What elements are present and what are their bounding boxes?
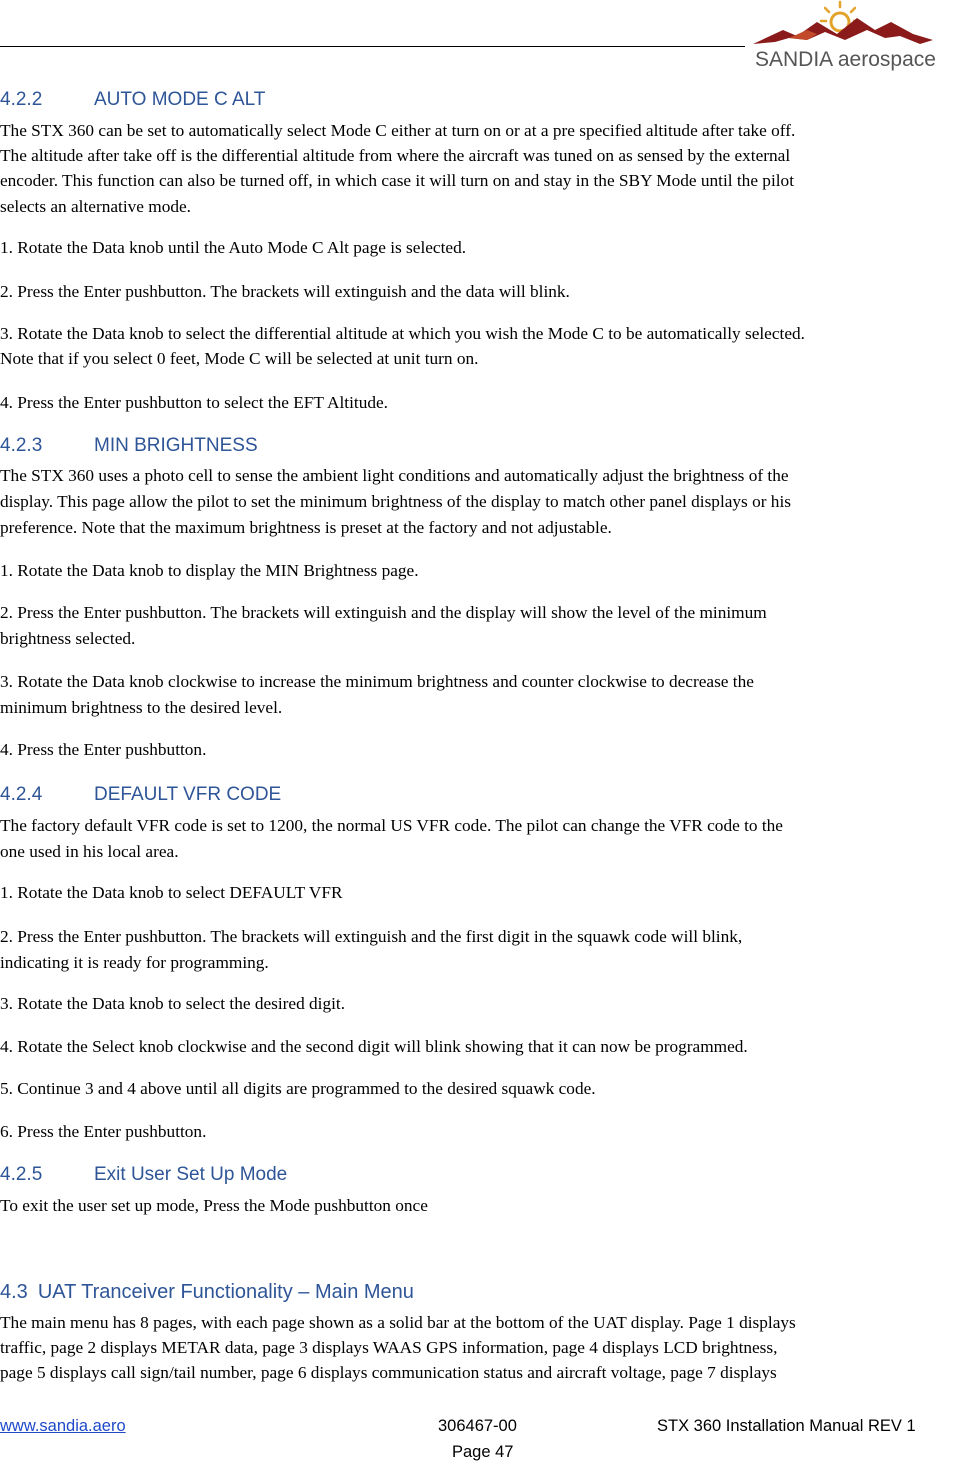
step-line: 1. Rotate the Data knob to display the MIN Brightness page. (0, 561, 419, 580)
paragraph-line: The STX 360 uses a photo cell to sense the ambient light conditions and automatically adjust the brightness of the (0, 466, 789, 485)
section-title: UAT Tranceiver Functionality – Main Menu (37, 1281, 414, 1303)
paragraph-line: The main menu has 8 pages, with each page shown as a solid bar at the bottom of the UAT display. Page 1 displays (0, 1313, 796, 1332)
section-number: 4.2.5 (0, 1164, 43, 1185)
step-line: 3. Rotate the Data knob to select the differential altitude at which you wish the Mode C to be automatically selected. (0, 324, 805, 343)
paragraph-line: display. This page allow the pilot to set the minimum brightness of the display to match other panel displays or his (0, 492, 791, 511)
paragraph-line: To exit the user set up mode, Press the Mode pushbutton once (0, 1196, 428, 1215)
section-number: 4.2.2 (0, 89, 43, 110)
section-title: MIN BRIGHTNESS (94, 435, 258, 456)
website-link[interactable]: www.sandia.aero (0, 1417, 126, 1435)
paragraph-line: selects an alternative mode. (0, 197, 191, 216)
paragraph-line: preference. Note that the maximum brightness is preset at the factory and not adjustable. (0, 518, 612, 537)
doc-number: 306467-00 (438, 1417, 517, 1435)
section-number: 4.2.3 (0, 435, 43, 456)
paragraph-line: traffic, page 2 displays METAR data, page 3 displays WAAS GPS information, page 4 displays LCD brightness, (0, 1338, 778, 1357)
section-title: AUTO MODE C ALT (94, 89, 266, 110)
paragraph-line: page 5 displays call sign/tail number, page 6 displays communication status and aircraft voltage, page 7 displays (0, 1363, 777, 1382)
step-line: 2. Press the Enter pushbutton. The brackets will extinguish and the first digit in the squawk code will blink, (0, 927, 743, 946)
section-number: 4.2.4 (0, 784, 43, 805)
step-line: 4. Rotate the Select knob clockwise and the second digit will blink showing that it can now be programmed. (0, 1037, 748, 1056)
step-line: 2. Press the Enter pushbutton. The brackets will extinguish and the display will show the level of the minimum (0, 603, 767, 622)
paragraph-line: The altitude after take off is the differential altitude from where the aircraft was tuned on as sensed by the external (0, 146, 791, 165)
sandia-logo (745, 0, 945, 74)
step-line: 6. Press the Enter pushbutton. (0, 1122, 207, 1141)
step-line: indicating it is ready for programming. (0, 953, 269, 972)
section-title: Exit User Set Up Mode (94, 1164, 288, 1185)
step-line: 3. Rotate the Data knob clockwise to increase the minimum brightness and counter clockwise to decrease the (0, 672, 754, 691)
header-rule (0, 46, 745, 47)
step-line: 5. Continue 3 and 4 above until all digits are programmed to the desired squawk code. (0, 1079, 596, 1098)
step-line: 4. Press the Enter pushbutton. (0, 740, 207, 759)
section-heading (0, 1281, 414, 1304)
logo-text: SANDIA aerospace (755, 48, 936, 71)
paragraph-line: one used in his local area. (0, 842, 179, 861)
step-line: 2. Press the Enter pushbutton. The brackets will extinguish and the data will blink. (0, 282, 570, 301)
paragraph-line: The STX 360 can be set to automatically select Mode C either at turn on or at a pre specified altitude after take off. (0, 121, 796, 140)
step-line: 1. Rotate the Data knob to select DEFAULT VFR (0, 883, 343, 902)
section-title: DEFAULT VFR CODE (94, 784, 282, 805)
step-line: 4. Press the Enter pushbutton to select the EFT Altitude. (0, 393, 388, 412)
paragraph-line: The factory default VFR code is set to 1200, the normal US VFR code. The pilot can change the VFR code to the (0, 816, 783, 835)
section-heading (0, 89, 265, 111)
section-number: 4.3 (0, 1281, 28, 1303)
step-line: 3. Rotate the Data knob to select the desired digit. (0, 994, 346, 1013)
step-line: 1. Rotate the Data knob until the Auto Mode C Alt page is selected. (0, 238, 467, 257)
section-heading (0, 784, 281, 806)
step-line: brightness selected. (0, 629, 136, 648)
step-line: minimum brightness to the desired level. (0, 698, 283, 717)
manual-title: STX 360 Installation Manual REV 1 (657, 1417, 916, 1435)
section-heading (0, 435, 258, 457)
section-heading (0, 1164, 287, 1186)
step-line: Note that if you select 0 feet, Mode C will be selected at unit turn on. (0, 349, 479, 368)
paragraph-line: encoder. This function can also be turned off, in which case it will turn on and stay in the SBY Mode until the pilot (0, 171, 794, 190)
page-number: Page 47 (452, 1443, 514, 1461)
